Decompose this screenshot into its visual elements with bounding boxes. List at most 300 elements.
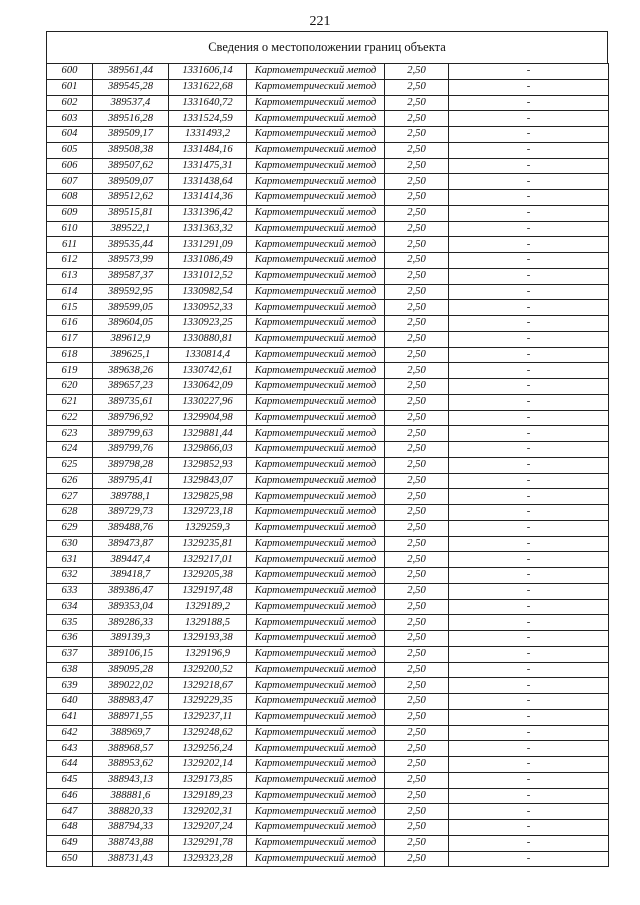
cell-point-number: 646	[47, 788, 93, 804]
cell-coord-y: 1329202,14	[169, 757, 247, 773]
table-row	[47, 835, 609, 851]
cell-accuracy: 2,50	[385, 583, 449, 599]
cell-point-number: 648	[47, 820, 93, 836]
cell-point-number: 642	[47, 725, 93, 741]
table-row	[47, 347, 609, 363]
cell-coord-x: 389507,62	[93, 158, 169, 174]
cell-accuracy: 2,50	[385, 505, 449, 521]
table-row	[47, 142, 609, 158]
cell-coord-x: 389592,95	[93, 284, 169, 300]
cell-method: Картометрический метод	[247, 788, 385, 804]
cell-method: Картометрический метод	[247, 835, 385, 851]
table-row	[47, 678, 609, 694]
cell-accuracy: 2,50	[385, 253, 449, 269]
cell-coord-y: 1329188,5	[169, 615, 247, 631]
cell-method: Картометрический метод	[247, 127, 385, 143]
cell-point-number: 601	[47, 79, 93, 95]
cell-coord-y: 1330923,25	[169, 316, 247, 332]
cell-description: -	[449, 835, 609, 851]
cell-point-number: 612	[47, 253, 93, 269]
cell-accuracy: 2,50	[385, 174, 449, 190]
cell-accuracy: 2,50	[385, 363, 449, 379]
cell-coord-y: 1331086,49	[169, 253, 247, 269]
cell-coord-y: 1329207,24	[169, 820, 247, 836]
cell-point-number: 649	[47, 835, 93, 851]
cell-description: -	[449, 568, 609, 584]
cell-coord-y: 1329202,31	[169, 804, 247, 820]
cell-method: Картометрический метод	[247, 505, 385, 521]
table-row	[47, 331, 609, 347]
table-row	[47, 583, 609, 599]
cell-coord-x: 388983,47	[93, 694, 169, 710]
cell-point-number: 629	[47, 520, 93, 536]
cell-coord-y: 1329259,3	[169, 520, 247, 536]
cell-coord-y: 1329866,03	[169, 442, 247, 458]
table-row	[47, 363, 609, 379]
cell-coord-x: 389796,92	[93, 410, 169, 426]
cell-coord-x: 389095,28	[93, 662, 169, 678]
cell-description: -	[449, 64, 609, 80]
cell-accuracy: 2,50	[385, 300, 449, 316]
cell-accuracy: 2,50	[385, 190, 449, 206]
cell-coord-x: 389638,26	[93, 363, 169, 379]
cell-description: -	[449, 111, 609, 127]
table-row	[47, 111, 609, 127]
cell-coord-y: 1330227,96	[169, 394, 247, 410]
cell-accuracy: 2,50	[385, 678, 449, 694]
cell-point-number: 624	[47, 442, 93, 458]
cell-coord-x: 389795,41	[93, 473, 169, 489]
cell-method: Картометрический метод	[247, 79, 385, 95]
cell-point-number: 618	[47, 347, 93, 363]
cell-description: -	[449, 741, 609, 757]
cell-point-number: 637	[47, 646, 93, 662]
cell-description: -	[449, 678, 609, 694]
cell-description: -	[449, 347, 609, 363]
cell-description: -	[449, 599, 609, 615]
table-row	[47, 457, 609, 473]
cell-accuracy: 2,50	[385, 709, 449, 725]
table-row	[47, 851, 609, 867]
cell-point-number: 643	[47, 741, 93, 757]
cell-description: -	[449, 127, 609, 143]
cell-coord-y: 1330742,61	[169, 363, 247, 379]
cell-method: Картометрический метод	[247, 489, 385, 505]
table-row	[47, 662, 609, 678]
cell-method: Картометрический метод	[247, 410, 385, 426]
cell-coord-y: 1329197,48	[169, 583, 247, 599]
table-row	[47, 694, 609, 710]
cell-point-number: 638	[47, 662, 93, 678]
cell-description: -	[449, 662, 609, 678]
cell-accuracy: 2,50	[385, 379, 449, 395]
cell-description: -	[449, 205, 609, 221]
cell-description: -	[449, 457, 609, 473]
cell-accuracy: 2,50	[385, 127, 449, 143]
cell-description: -	[449, 757, 609, 773]
cell-method: Картометрический метод	[247, 268, 385, 284]
cell-point-number: 632	[47, 568, 93, 584]
cell-description: -	[449, 489, 609, 505]
table-row	[47, 190, 609, 206]
cell-coord-y: 1329200,52	[169, 662, 247, 678]
cell-accuracy: 2,50	[385, 820, 449, 836]
table-row	[47, 741, 609, 757]
cell-point-number: 608	[47, 190, 93, 206]
cell-coord-y: 1329205,38	[169, 568, 247, 584]
cell-coord-x: 389509,17	[93, 127, 169, 143]
cell-description: -	[449, 394, 609, 410]
cell-method: Картометрический метод	[247, 772, 385, 788]
boundary-table-sheet	[46, 31, 608, 867]
cell-accuracy: 2,50	[385, 804, 449, 820]
cell-coord-y: 1331414,36	[169, 190, 247, 206]
cell-description: -	[449, 410, 609, 426]
cell-accuracy: 2,50	[385, 662, 449, 678]
table-row	[47, 599, 609, 615]
cell-coord-x: 389788,1	[93, 489, 169, 505]
cell-coord-x: 389139,3	[93, 631, 169, 647]
cell-method: Картометрический метод	[247, 300, 385, 316]
cell-coord-y: 1331484,16	[169, 142, 247, 158]
cell-method: Картометрический метод	[247, 694, 385, 710]
cell-description: -	[449, 583, 609, 599]
cell-point-number: 645	[47, 772, 93, 788]
cell-method: Картометрический метод	[247, 174, 385, 190]
cell-coord-y: 1329904,98	[169, 410, 247, 426]
cell-accuracy: 2,50	[385, 410, 449, 426]
cell-description: -	[449, 631, 609, 647]
table-row	[47, 536, 609, 552]
cell-point-number: 641	[47, 709, 93, 725]
cell-method: Картометрический метод	[247, 205, 385, 221]
cell-point-number: 620	[47, 379, 93, 395]
cell-method: Картометрический метод	[247, 347, 385, 363]
cell-method: Картометрический метод	[247, 284, 385, 300]
cell-accuracy: 2,50	[385, 646, 449, 662]
cell-description: -	[449, 442, 609, 458]
cell-description: -	[449, 520, 609, 536]
cell-description: -	[449, 300, 609, 316]
cell-point-number: 603	[47, 111, 93, 127]
table-row	[47, 520, 609, 536]
cell-coord-x: 389587,37	[93, 268, 169, 284]
cell-coord-y: 1329291,78	[169, 835, 247, 851]
cell-coord-x: 389537,4	[93, 95, 169, 111]
table-row	[47, 426, 609, 442]
cell-method: Картометрический метод	[247, 457, 385, 473]
table-row	[47, 804, 609, 820]
cell-point-number: 623	[47, 426, 93, 442]
cell-method: Картометрический метод	[247, 316, 385, 332]
cell-accuracy: 2,50	[385, 111, 449, 127]
cell-method: Картометрический метод	[247, 394, 385, 410]
cell-method: Картометрический метод	[247, 536, 385, 552]
cell-accuracy: 2,50	[385, 394, 449, 410]
cell-coord-x: 388968,57	[93, 741, 169, 757]
cell-point-number: 606	[47, 158, 93, 174]
cell-accuracy: 2,50	[385, 835, 449, 851]
cell-accuracy: 2,50	[385, 442, 449, 458]
cell-method: Картометрический метод	[247, 473, 385, 489]
cell-method: Картометрический метод	[247, 820, 385, 836]
cell-point-number: 602	[47, 95, 93, 111]
cell-point-number: 600	[47, 64, 93, 80]
cell-description: -	[449, 174, 609, 190]
cell-coord-x: 389473,87	[93, 536, 169, 552]
cell-accuracy: 2,50	[385, 158, 449, 174]
cell-coord-x: 388820,33	[93, 804, 169, 820]
cell-method: Картометрический метод	[247, 599, 385, 615]
cell-coord-y: 1329189,23	[169, 788, 247, 804]
cell-description: -	[449, 646, 609, 662]
cell-coord-x: 389516,28	[93, 111, 169, 127]
cell-method: Картометрический метод	[247, 678, 385, 694]
cell-coord-y: 1331475,31	[169, 158, 247, 174]
cell-point-number: 627	[47, 489, 93, 505]
cell-coord-x: 389735,61	[93, 394, 169, 410]
cell-description: -	[449, 426, 609, 442]
cell-accuracy: 2,50	[385, 725, 449, 741]
cell-point-number: 628	[47, 505, 93, 521]
cell-description: -	[449, 158, 609, 174]
cell-accuracy: 2,50	[385, 741, 449, 757]
cell-coord-x: 388943,13	[93, 772, 169, 788]
cell-method: Картометрический метод	[247, 426, 385, 442]
cell-method: Картометрический метод	[247, 253, 385, 269]
table-row	[47, 394, 609, 410]
cell-description: -	[449, 788, 609, 804]
cell-point-number: 647	[47, 804, 93, 820]
cell-coord-y: 1329189,2	[169, 599, 247, 615]
cell-coord-y: 1329881,44	[169, 426, 247, 442]
cell-coord-x: 389729,73	[93, 505, 169, 521]
cell-method: Картометрический метод	[247, 804, 385, 820]
cell-description: -	[449, 820, 609, 836]
cell-point-number: 639	[47, 678, 93, 694]
table-row	[47, 757, 609, 773]
cell-coord-x: 389488,76	[93, 520, 169, 536]
cell-method: Картометрический метод	[247, 363, 385, 379]
cell-point-number: 611	[47, 237, 93, 253]
cell-description: -	[449, 190, 609, 206]
cell-coord-x: 388731,43	[93, 851, 169, 867]
cell-accuracy: 2,50	[385, 221, 449, 237]
cell-method: Картометрический метод	[247, 583, 385, 599]
cell-description: -	[449, 536, 609, 552]
cell-coord-x: 389798,28	[93, 457, 169, 473]
cell-coord-x: 389612,9	[93, 331, 169, 347]
table-row	[47, 237, 609, 253]
table-row	[47, 473, 609, 489]
table-row	[47, 95, 609, 111]
cell-description: -	[449, 316, 609, 332]
cell-coord-x: 389512,62	[93, 190, 169, 206]
cell-point-number: 607	[47, 174, 93, 190]
cell-method: Картометрический метод	[247, 221, 385, 237]
cell-point-number: 609	[47, 205, 93, 221]
cell-coord-x: 388969,7	[93, 725, 169, 741]
cell-accuracy: 2,50	[385, 237, 449, 253]
cell-coord-y: 1329256,24	[169, 741, 247, 757]
cell-point-number: 631	[47, 552, 93, 568]
table-row	[47, 158, 609, 174]
cell-coord-y: 1331606,14	[169, 64, 247, 80]
cell-coord-y: 1331640,72	[169, 95, 247, 111]
cell-accuracy: 2,50	[385, 489, 449, 505]
cell-coord-y: 1329852,93	[169, 457, 247, 473]
cell-coord-x: 389386,47	[93, 583, 169, 599]
cell-method: Картометрический метод	[247, 725, 385, 741]
cell-method: Картометрический метод	[247, 568, 385, 584]
cell-method: Картометрический метод	[247, 662, 385, 678]
cell-method: Картометрический метод	[247, 709, 385, 725]
cell-coord-x: 388953,62	[93, 757, 169, 773]
cell-coord-x: 389657,23	[93, 379, 169, 395]
cell-coord-y: 1330880,81	[169, 331, 247, 347]
cell-point-number: 615	[47, 300, 93, 316]
cell-coord-x: 388971,55	[93, 709, 169, 725]
cell-coord-y: 1331012,52	[169, 268, 247, 284]
cell-description: -	[449, 772, 609, 788]
table-row	[47, 253, 609, 269]
cell-coord-y: 1330642,09	[169, 379, 247, 395]
cell-description: -	[449, 804, 609, 820]
table-row	[47, 64, 609, 80]
cell-description: -	[449, 552, 609, 568]
cell-accuracy: 2,50	[385, 347, 449, 363]
cell-description: -	[449, 379, 609, 395]
cell-point-number: 605	[47, 142, 93, 158]
cell-coord-y: 1329193,38	[169, 631, 247, 647]
cell-point-number: 610	[47, 221, 93, 237]
cell-coord-y: 1331622,68	[169, 79, 247, 95]
cell-accuracy: 2,50	[385, 552, 449, 568]
cell-accuracy: 2,50	[385, 473, 449, 489]
table-row	[47, 205, 609, 221]
cell-coord-y: 1329229,35	[169, 694, 247, 710]
table-row	[47, 646, 609, 662]
cell-accuracy: 2,50	[385, 268, 449, 284]
cell-method: Картометрический метод	[247, 757, 385, 773]
cell-coord-y: 1329173,85	[169, 772, 247, 788]
cell-point-number: 634	[47, 599, 93, 615]
cell-description: -	[449, 363, 609, 379]
cell-coord-x: 389447,4	[93, 552, 169, 568]
cell-coord-y: 1331438,64	[169, 174, 247, 190]
cell-coord-y: 1329723,18	[169, 505, 247, 521]
cell-point-number: 635	[47, 615, 93, 631]
table-row	[47, 221, 609, 237]
cell-point-number: 650	[47, 851, 93, 867]
cell-accuracy: 2,50	[385, 568, 449, 584]
table-row	[47, 489, 609, 505]
cell-coord-x: 389604,05	[93, 316, 169, 332]
cell-accuracy: 2,50	[385, 284, 449, 300]
cell-point-number: 625	[47, 457, 93, 473]
cell-accuracy: 2,50	[385, 788, 449, 804]
cell-method: Картометрический метод	[247, 379, 385, 395]
cell-description: -	[449, 95, 609, 111]
table-row	[47, 268, 609, 284]
cell-description: -	[449, 615, 609, 631]
cell-accuracy: 2,50	[385, 95, 449, 111]
cell-description: -	[449, 284, 609, 300]
cell-point-number: 633	[47, 583, 93, 599]
table-row	[47, 410, 609, 426]
table-row	[47, 505, 609, 521]
cell-point-number: 621	[47, 394, 93, 410]
cell-point-number: 619	[47, 363, 93, 379]
cell-method: Картометрический метод	[247, 631, 385, 647]
cell-coord-x: 389508,38	[93, 142, 169, 158]
cell-description: -	[449, 142, 609, 158]
cell-accuracy: 2,50	[385, 536, 449, 552]
cell-accuracy: 2,50	[385, 757, 449, 773]
cell-accuracy: 2,50	[385, 631, 449, 647]
cell-method: Картометрический метод	[247, 646, 385, 662]
table-row	[47, 316, 609, 332]
cell-coord-x: 389509,07	[93, 174, 169, 190]
table-row	[47, 631, 609, 647]
cell-method: Картометрический метод	[247, 237, 385, 253]
table-row	[47, 788, 609, 804]
cell-method: Картометрический метод	[247, 331, 385, 347]
cell-coord-y: 1331493,2	[169, 127, 247, 143]
table-row	[47, 379, 609, 395]
cell-description: -	[449, 505, 609, 521]
cell-coord-x: 389535,44	[93, 237, 169, 253]
cell-point-number: 613	[47, 268, 93, 284]
cell-method: Картометрический метод	[247, 741, 385, 757]
cell-point-number: 616	[47, 316, 93, 332]
cell-description: -	[449, 694, 609, 710]
cell-method: Картометрический метод	[247, 64, 385, 80]
cell-point-number: 644	[47, 757, 93, 773]
table-row	[47, 79, 609, 95]
cell-accuracy: 2,50	[385, 599, 449, 615]
cell-coord-x: 389545,28	[93, 79, 169, 95]
cell-point-number: 604	[47, 127, 93, 143]
table-row	[47, 772, 609, 788]
cell-coord-x: 388881,6	[93, 788, 169, 804]
cell-coord-x: 389799,63	[93, 426, 169, 442]
cell-coord-y: 1329217,01	[169, 552, 247, 568]
cell-coord-x: 389625,1	[93, 347, 169, 363]
cell-coord-x: 389418,7	[93, 568, 169, 584]
page-number: 221	[309, 14, 331, 29]
cell-coord-y: 1329323,28	[169, 851, 247, 867]
cell-coord-x: 389799,76	[93, 442, 169, 458]
cell-coord-y: 1329843,07	[169, 473, 247, 489]
cell-point-number: 630	[47, 536, 93, 552]
cell-coord-x: 389599,05	[93, 300, 169, 316]
cell-method: Картометрический метод	[247, 95, 385, 111]
table-body	[47, 64, 609, 867]
cell-coord-y: 1331363,32	[169, 221, 247, 237]
cell-accuracy: 2,50	[385, 79, 449, 95]
cell-accuracy: 2,50	[385, 142, 449, 158]
cell-description: -	[449, 79, 609, 95]
cell-coord-x: 388743,88	[93, 835, 169, 851]
cell-point-number: 614	[47, 284, 93, 300]
cell-description: -	[449, 331, 609, 347]
cell-accuracy: 2,50	[385, 615, 449, 631]
cell-point-number: 617	[47, 331, 93, 347]
cell-method: Картометрический метод	[247, 190, 385, 206]
cell-description: -	[449, 253, 609, 269]
cell-method: Картометрический метод	[247, 520, 385, 536]
